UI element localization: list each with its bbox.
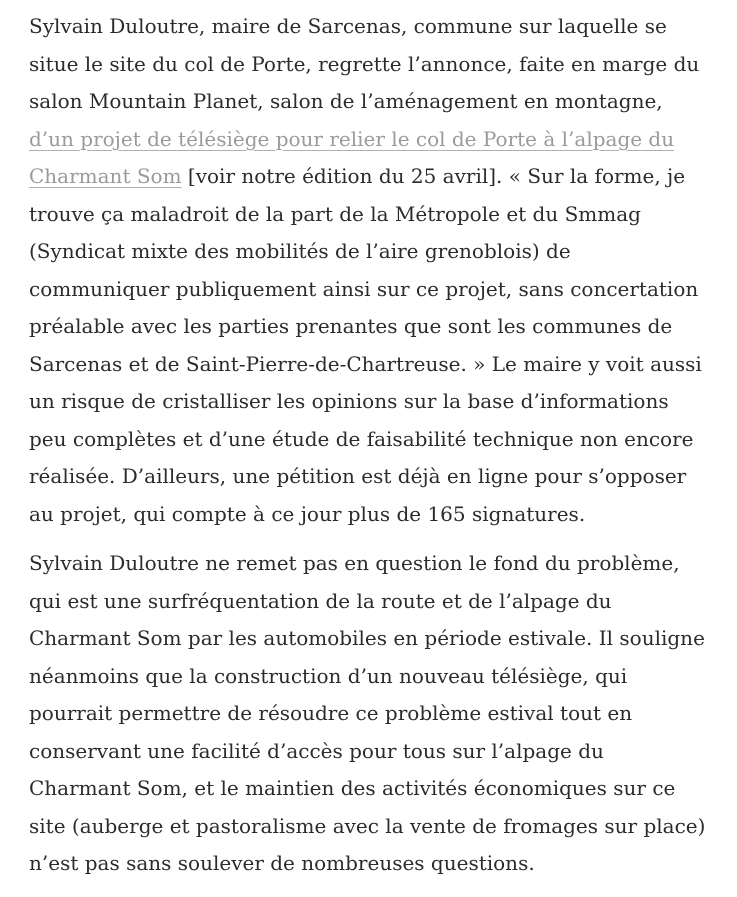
article-paragraph-2: Sylvain Duloutre ne remet pas en question le fond du problème, qui est une surfréquentation de la route et de l’alpage du Charmant Som par les automobiles en période estivale. Il souligne néanmoins que la construction d’un nouveau télésiège, qui pourrait permettre de résoudre ce problème estival tout en conservant une facilité d’accès pour tous sur l’alpage du Charmant Som, et le maintien des activités économiques sur ce site (auberge et pastoralisme avec la vente de fromages sur place) n’est pas sans soulever de nombreuses questions.: [29, 551, 706, 875]
paragraph-1-text-before-link: Sylvain Duloutre, maire de Sarcenas, commune sur laquelle se situe le site du col de Porte, regrette l’annonce, faite en marge du salon Mountain Planet, salon de l’aménagement en montagne,: [29, 14, 700, 113]
telesiege-project-link[interactable]: d’un projet de télésiège pour relier le col de Porte à l’alpage du Charmant Som: [29, 126, 675, 188]
article-paragraph-1: [29, 8, 709, 533]
paragraph-1-text-after-link: [voir notre édition du 25 avril]. « Sur la forme, je trouve ça maladroit de la part de la Métropole et du Smmag (Syndicat mixte des mobilités de l’aire grenoblois) de communiquer publiquement ainsi sur ce projet, sans concertation préalable avec les parties prenantes que sont les communes de Sarcenas et de Saint-Pierre-de-Chartreuse. » Le maire y voit aussi un risque de cristalliser les opinions sur la base d’informations peu complètes et d’une étude de faisabilité technique non encore réalisée. D’ailleurs, une pétition est déjà en ligne pour s’opposer au projet, qui compte à ce jour plus de 165 signatures.: [29, 164, 702, 526]
